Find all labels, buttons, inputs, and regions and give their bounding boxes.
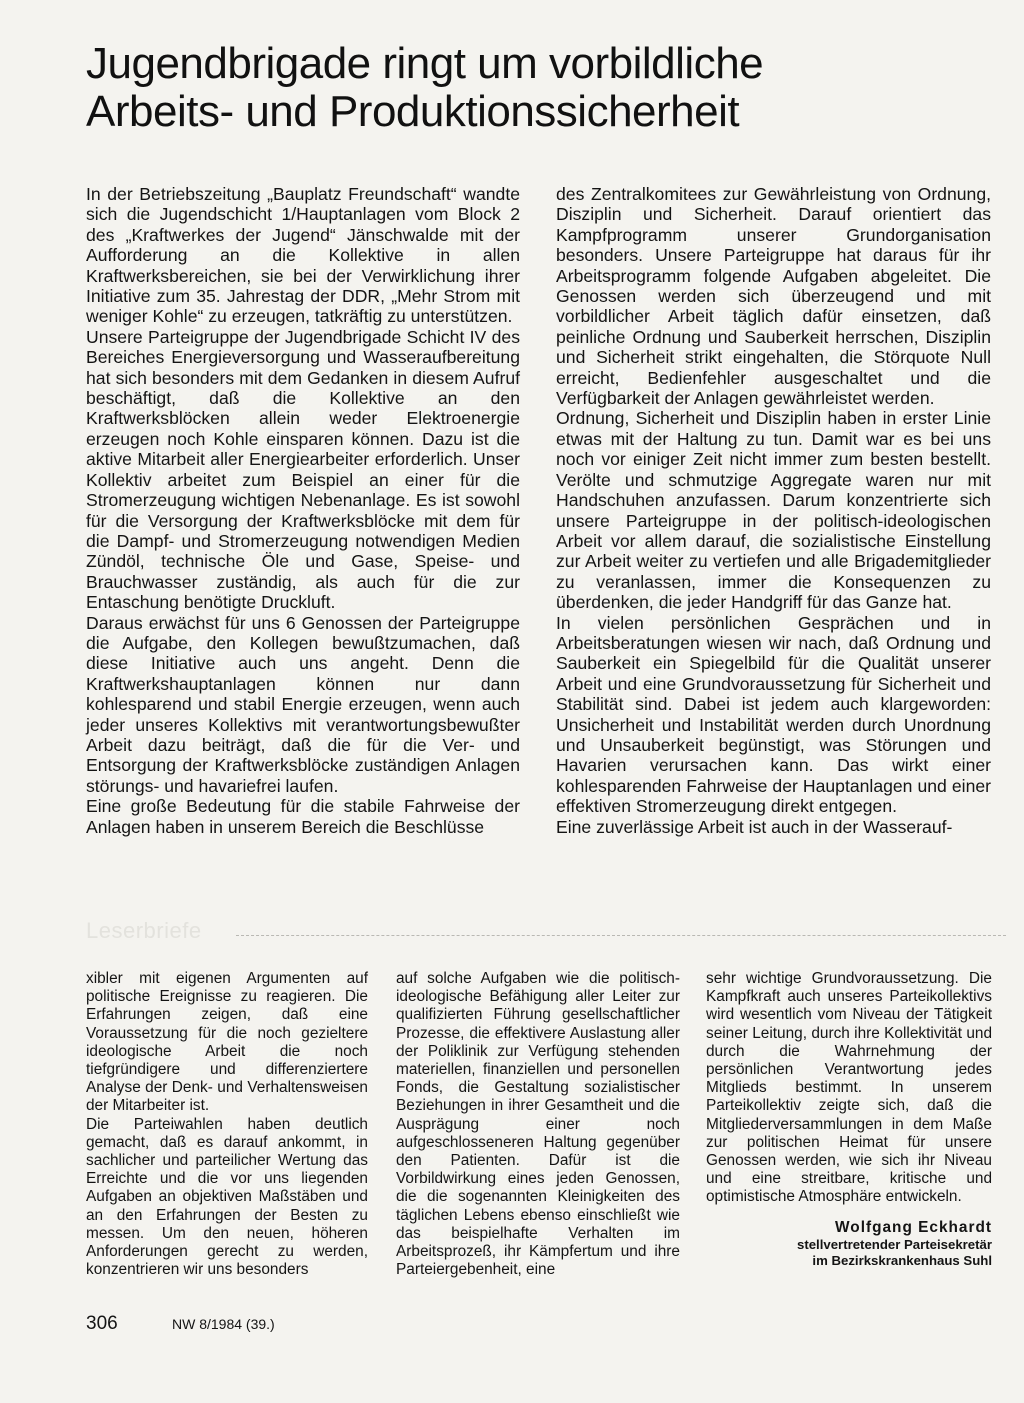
article-paragraph: Eine große Bedeutung für die stabile Fahrweise der Anlagen haben in unserem Bereich die Beschlüsse bbox=[86, 796, 520, 837]
article-paragraph: Unsere Parteigruppe der Jugendbrigade Schicht IV des Bereiches Energieversorgung und Wasseraufbereitung hat sich besonders mit dem Gedanken in diesem Aufruf beschäftigt, daß die Kollektive an den Kraftwerksblöcken allein weder Elektroenergie erzeugen noch Kohle einsparen können. Dazu ist die aktive Mitarbeit aller Energiearbeiter erforderlich. Unser Kollektiv arbeitet zum Beispiel an einer für die Stromerzeugung wichtigen Nebenanlage. Es ist sowohl für die Versorgung der Kraftwerksblöcke mit dem für die Dampf- und Stromerzeugung notwendigen Medien Zündöl, technische Öle und Gase, Speise- und Brauchwasser zuständig, als auch für die zur Entaschung benötigte Druckluft. bbox=[86, 326, 520, 613]
letter-paragraph: auf solche Aufgaben wie die politisch-ideologische Befähigung aller Leiter zur qualifizierten Führung gesellschaftlicher Prozesse, die effektivere Auslastung aller der Poliklinik zur Verfügung stehenden materiellen, finanziellen und personellen Fonds, die Gestaltung sozialistischer Beziehungen in ihrer Gesamtheit und die Ausprägung einer noch aufgeschlosseneren Haltung gegenüber den Patienten. Dafür ist die Vorbildwirkung eines jeden Genossen, die die sogenannten Kleinigkeiten des täglichen Lebens ebenso einschließt wie das beispielhafte Verhalten im Arbeitsprozeß, ihr Kämpfertum und ihre Parteiergebenheit, eine bbox=[396, 970, 680, 1279]
article-paragraph: des Zentralkomitees zur Gewährleistung von Ordnung, Disziplin und Sicherheit. Darauf orientiert das Kampfprogramm unserer Grundorganisation besonders. Unsere Parteigruppe hat daraus für ihr Arbeitsprogramm folgende Aufgaben abgeleitet. Die Genossen werden sich überzeugend und mit vorbildlicher Arbeit täglich dafür einsetzen, daß peinliche Ordnung und Sauberkeit herrschen, Disziplin und Sicherheit strikt eingehalten, die Störquote Null erreicht, Bedienfehler ausgeschaltet und die Verfügbarkeit der Anlagen gewährleistet werden. bbox=[556, 184, 991, 409]
letters-column-3 bbox=[706, 970, 992, 1269]
article-column-left bbox=[86, 184, 520, 837]
signature-role-line-2: im Bezirkskrankenhaus Suhl bbox=[812, 1252, 992, 1268]
section-label: Leserbriefe bbox=[86, 918, 202, 943]
divider-line bbox=[236, 935, 1006, 936]
letter-paragraph: Die Parteiwahlen haben deutlich gemacht, daß es darauf ankommt, in sachlicher und parteilicher Wertung das Erreichte und die vor uns liegenden Aufgaben an objektiven Maßstäben und an den Erfahrungen der Besten zu messen. Um den neuen, höheren Anforderungen gerecht zu werden, konzentrieren wir uns besonders bbox=[86, 1115, 368, 1279]
article-title bbox=[86, 40, 986, 136]
article-paragraph: Daraus erwächst für uns 6 Genossen der Parteigruppe die Aufgabe, den Kollegen bewußtzumachen, daß diese Initiative auch uns angeht. Denn die Kraftwerkshauptanlagen können nur dann kohlesparend und stabil Energie erzeugen, wenn auch jeder unseres Kollektivs mit verantwortungsbewußter Arbeit dazu beiträgt, daß die für die Ver- und Entsorgung der Kraftwerksblöcke zuständigen Anlagen störungs- und havariefrei laufen. bbox=[86, 612, 520, 796]
title-line-2: Arbeits- und Produktionssicherheit bbox=[86, 87, 740, 136]
letters-column-2 bbox=[396, 970, 680, 1279]
article-paragraph: Ordnung, Sicherheit und Disziplin haben in erster Linie etwas mit der Haltung zu tun. Damit war es bei uns noch vor einiger Zeit nicht immer zum besten bestellt. Verölte und schmutzige Aggregate waren nur mit Handschuhen anzufassen. Darum konzentrierte sich unsere Parteigruppe in der politisch-ideologischen Arbeit vor allem darauf, die sozialistische Einstellung zur Arbeit weiter zu vertiefen und alle Brigademitglieder zu veranlassen, immer die Konsequenzen zu überdenken, die jeder Handgriff für das Ganze hat. bbox=[556, 408, 991, 613]
page-footer bbox=[86, 1313, 686, 1337]
signature-name: Wolfgang Eckhardt bbox=[835, 1218, 992, 1236]
letter-paragraph: xibler mit eigenen Argumenten auf politische Ereignisse zu reagieren. Die Erfahrungen zeigen, daß eine Voraussetzung für die noch gezieltere ideologische Arbeit die noch tiefgründigere und differenziertere Analyse der Denk- und Verhaltensweisen der Mitarbeiter ist. bbox=[86, 970, 368, 1115]
article-column-right bbox=[556, 184, 991, 837]
issue-reference: NW 8/1984 (39.) bbox=[172, 1316, 275, 1332]
signature-role-line-1: stellvertretender Parteisekretär bbox=[797, 1236, 992, 1252]
letters-column-1 bbox=[86, 970, 368, 1279]
signature bbox=[706, 1219, 992, 1269]
page-number: 306 bbox=[86, 1313, 118, 1334]
article-paragraph: In vielen persönlichen Gesprächen und in Arbeitsberatungen wiesen wir nach, daß Ordnung und Sauberkeit ein Spiegelbild für die Qualität unserer Arbeit und eine Grundvoraussetzung für Sicherheit und Stabilität sind. Dabei ist jedem auch klargeworden: Unsicherheit und Instabilität werden durch Unordnung und Unsauberkeit begünstigt, was Störungen und Havarien verursachen kann. Das wirkt einer kohlesparenden Fahrweise der Hauptanlagen und einer effektiven Stromerzeugung direkt entgegen. bbox=[556, 612, 991, 817]
article-paragraph: In der Betriebszeitung „Bauplatz Freundschaft“ wandte sich die Jugendschicht 1/Hauptanlagen vom Block 2 des „Kraftwerkes der Jugend“ Jänschwalde mit der Aufforderung an die Kollektive in allen Kraftwerksbereichen, sie bei der Verwirklichung ihrer Initiative zum 35. Jahrestag der DDR, „Mehr Strom mit weniger Kohle“ zu erzeugen, tatkräftig zu unterstützen. bbox=[86, 184, 520, 327]
letter-paragraph: sehr wichtige Grundvoraussetzung. Die Kampfkraft auch unseres Parteikollektivs wird wesentlich vom Niveau der Tätigkeit seiner Leitung, durch ihre Kollektivität und durch die Wahrnehmung der persönlichen Verantwortung jedes Mitglieds bestimmt. In unserem Parteikollektiv zeigte sich, daß die Mitgliederversammlungen in dem Maße zur politischen Heimat für unsere Genossen werden, wie sich ihr Niveau und eine streitbare, kritische und optimistische Atmosphäre entwickeln. bbox=[706, 970, 992, 1206]
title-line-1: Jugendbrigade ringt um vorbildliche bbox=[86, 39, 764, 88]
article-paragraph: Eine zuverlässige Arbeit ist auch in der Wasserauf- bbox=[556, 816, 953, 837]
section-divider bbox=[86, 918, 1006, 948]
